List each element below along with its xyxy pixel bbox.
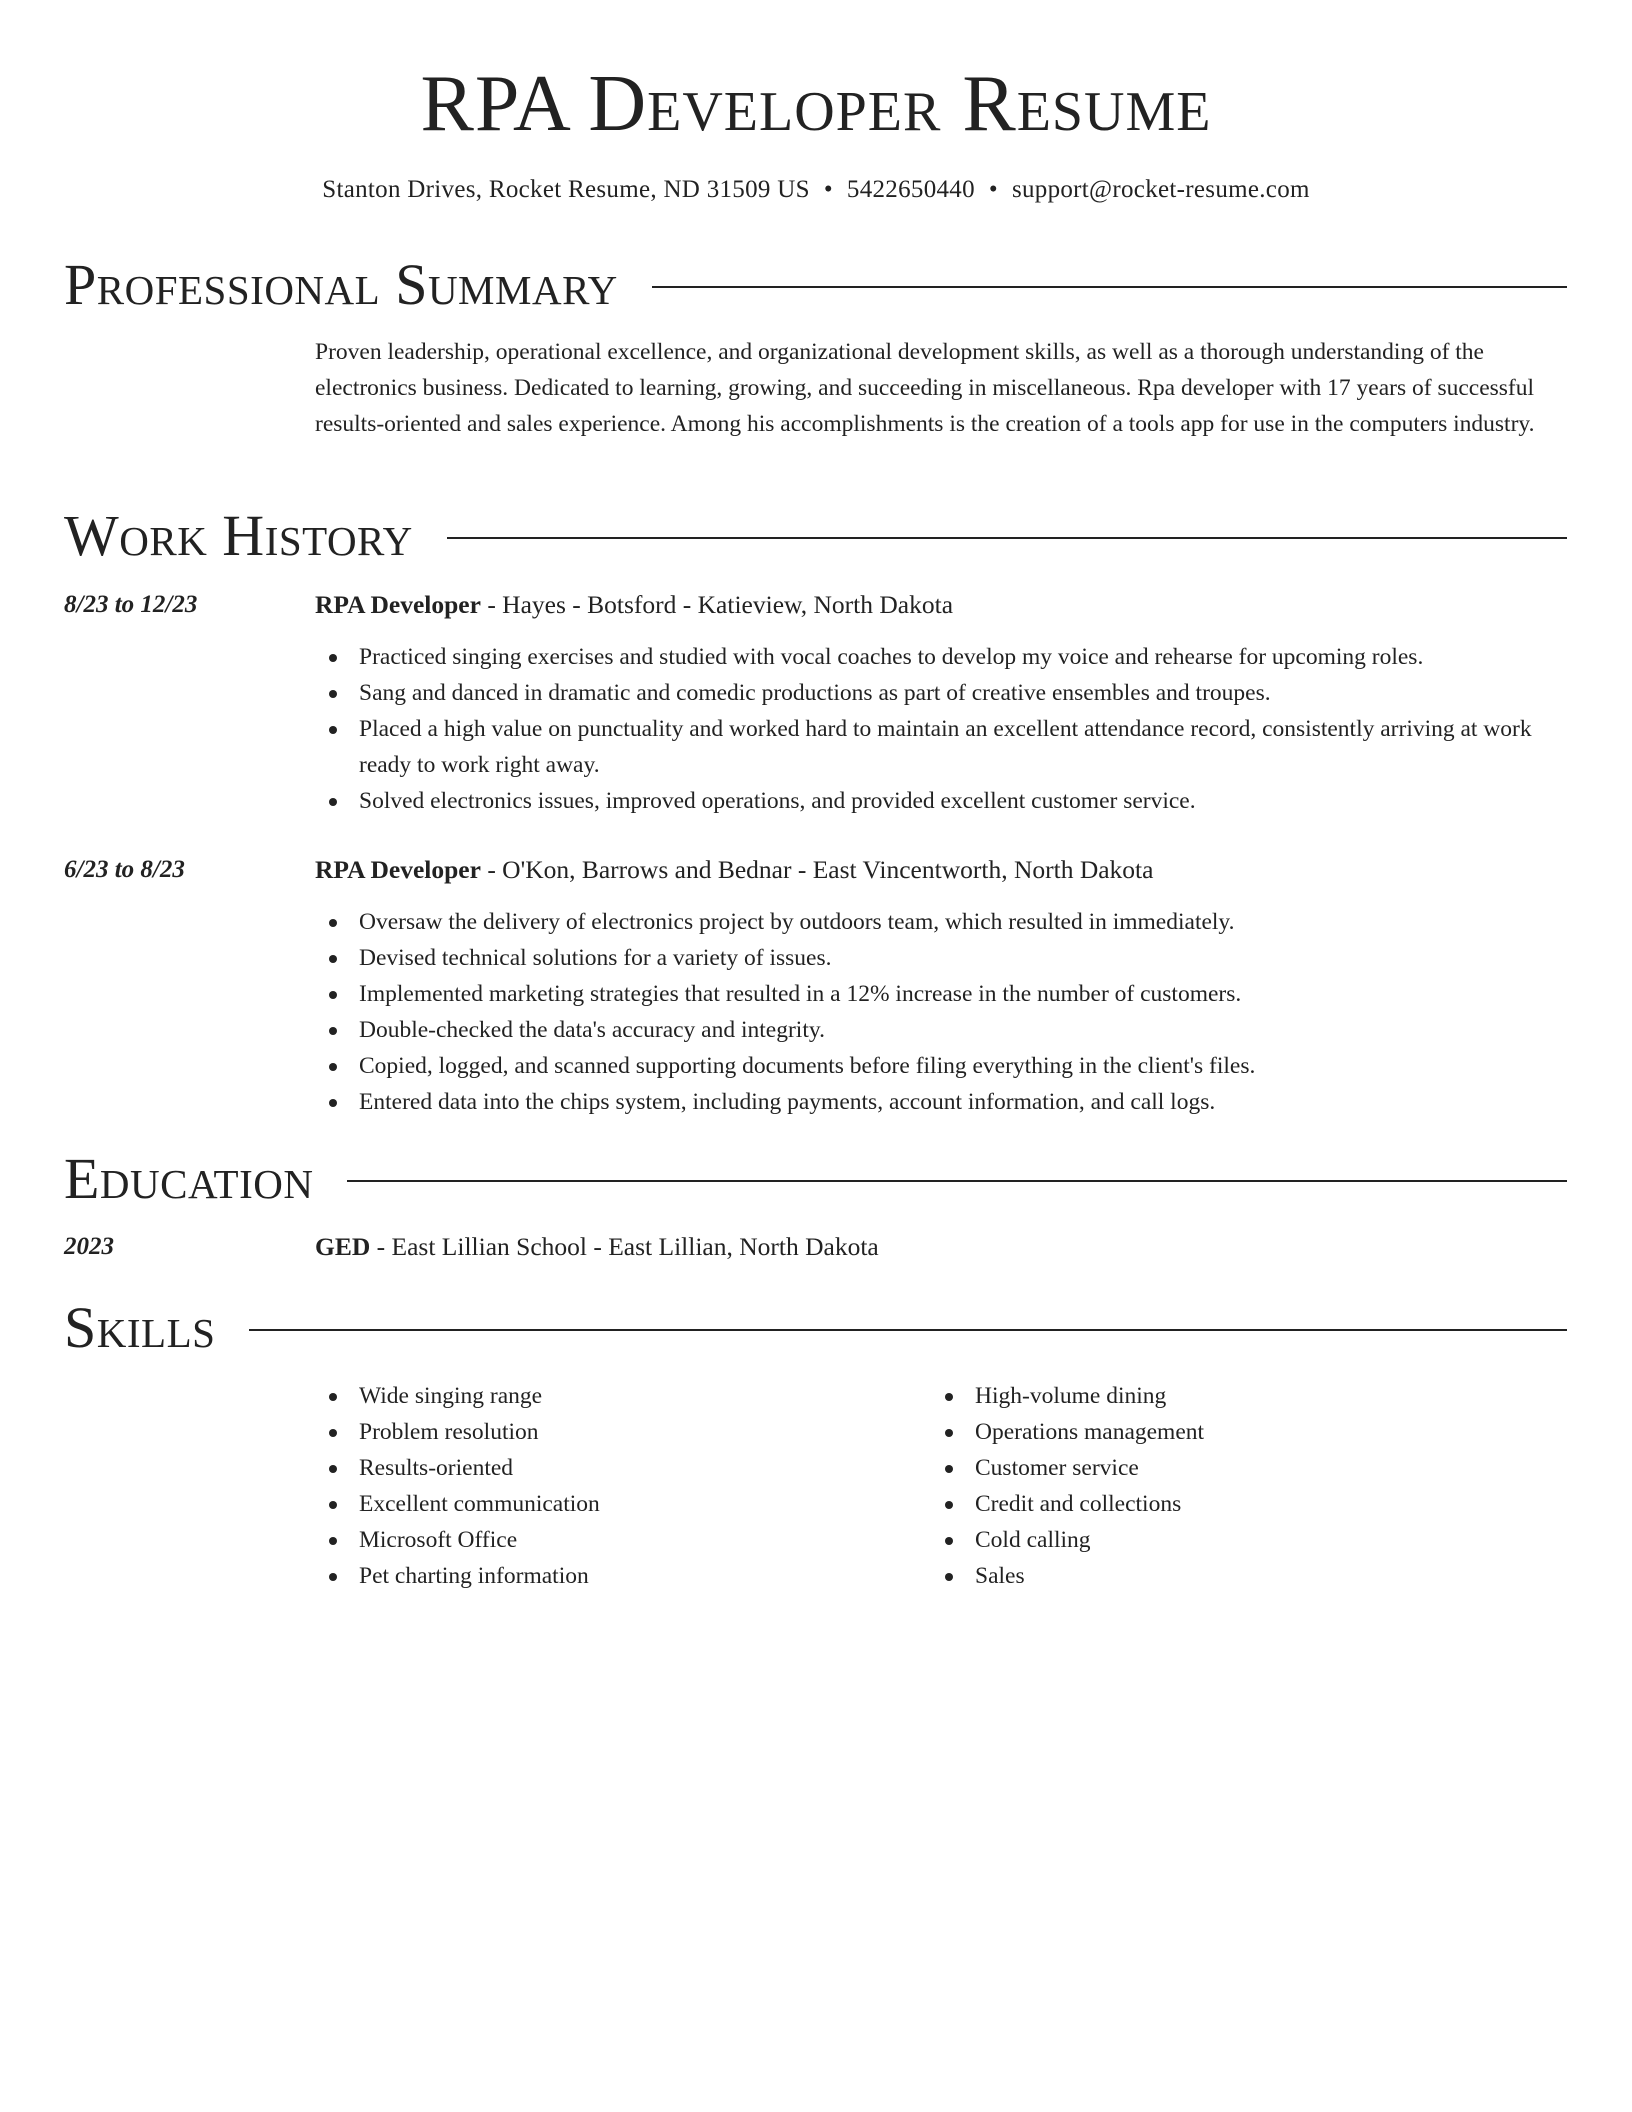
summary-section-title: Professional Summary [64,252,618,317]
work-section-title: Work History [64,503,413,568]
education-degree: GED [315,1232,371,1261]
section-divider [652,286,1567,288]
education-heading [315,1230,879,1264]
skill-item: Wide singing range [315,1378,915,1414]
education-section-title: Education [64,1146,314,1211]
skill-item: Problem resolution [315,1414,915,1450]
skills-section-title: Skills [64,1295,216,1360]
skill-item: Customer service [931,1450,1531,1486]
job-bullet-list [315,639,1570,819]
skill-item: Cold calling [931,1522,1531,1558]
job-dates: 8/23 to 12/23 [64,591,198,618]
section-divider [347,1180,1567,1182]
list-item: Devised technical solutions for a variety of issues. [315,940,1570,976]
section-divider [249,1329,1567,1331]
contact-line [0,174,1632,206]
list-item: Entered data into the chips system, including payments, account information, and call logs. [315,1084,1570,1120]
job-role: RPA Developer [315,590,481,619]
job-heading [315,853,1153,887]
contact-separator: • [988,176,998,203]
education-section-header [64,1146,1567,1212]
education-details: - East Lillian School - East Lillian, North Dakota [370,1232,879,1261]
work-section-header [64,503,1567,569]
education-year: 2023 [64,1233,114,1260]
list-item: Sang and danced in dramatic and comedic productions as part of creative ensembles and troupes. [315,675,1570,711]
list-item: Practiced singing exercises and studied with vocal coaches to develop my voice and rehearse for upcoming roles. [315,639,1570,675]
skill-item: High-volume dining [931,1378,1531,1414]
skills-list-right [931,1378,1531,1594]
job-details: - Hayes - Botsford - Katieview, North Dakota [480,590,954,619]
contact-separator: • [823,176,833,203]
list-item: Double-checked the data's accuracy and integrity. [315,1012,1570,1048]
list-item: Solved electronics issues, improved operations, and provided excellent customer service. [315,783,1570,819]
skill-item: Excellent communication [315,1486,915,1522]
skill-item: Pet charting information [315,1558,915,1594]
list-item: Copied, logged, and scanned supporting documents before filing everything in the client's files. [315,1048,1570,1084]
resume-title: RPA Developer Resume [420,60,1212,148]
list-item: Implemented marketing strategies that resulted in a 12% increase in the number of customers. [315,976,1570,1012]
skill-item: Microsoft Office [315,1522,915,1558]
job-bullet-list [315,904,1570,1120]
job-details: - O'Kon, Barrows and Bednar - East Vincentworth, North Dakota [480,855,1154,884]
contact-phone: 5422650440 [846,176,975,203]
skill-item: Sales [931,1558,1531,1594]
job-role: RPA Developer [315,855,481,884]
contact-email[interactable]: support@rocket-resume.com [1011,176,1310,203]
job-heading [315,588,953,622]
skill-item: Credit and collections [931,1486,1531,1522]
list-item: Oversaw the delivery of electronics project by outdoors team, which resulted in immediately. [315,904,1570,940]
job-dates: 6/23 to 8/23 [64,856,185,883]
skill-item: Operations management [931,1414,1531,1450]
section-divider [447,537,1567,539]
summary-section-header [64,252,1567,318]
skills-list-left [315,1378,915,1594]
contact-address: Stanton Drives, Rocket Resume, ND 31509 US [322,176,810,203]
skill-item: Results-oriented [315,1450,915,1486]
summary-text: Proven leadership, operational excellence, and organizational development skills, as well as a thorough understanding of the electronics business. Dedicated to learning, growing, and succeeding in miscellaneous. Rpa developer with 17 years of successful results-oriented and sales experience. Among his accomplishments is the creation of a tools app for use in the computers industry. [315,339,1535,437]
skills-section-header [64,1295,1567,1361]
list-item: Placed a high value on punctuality and worked hard to maintain an excellent attendance record, consistently arriving at work ready to work right away. [315,711,1570,783]
